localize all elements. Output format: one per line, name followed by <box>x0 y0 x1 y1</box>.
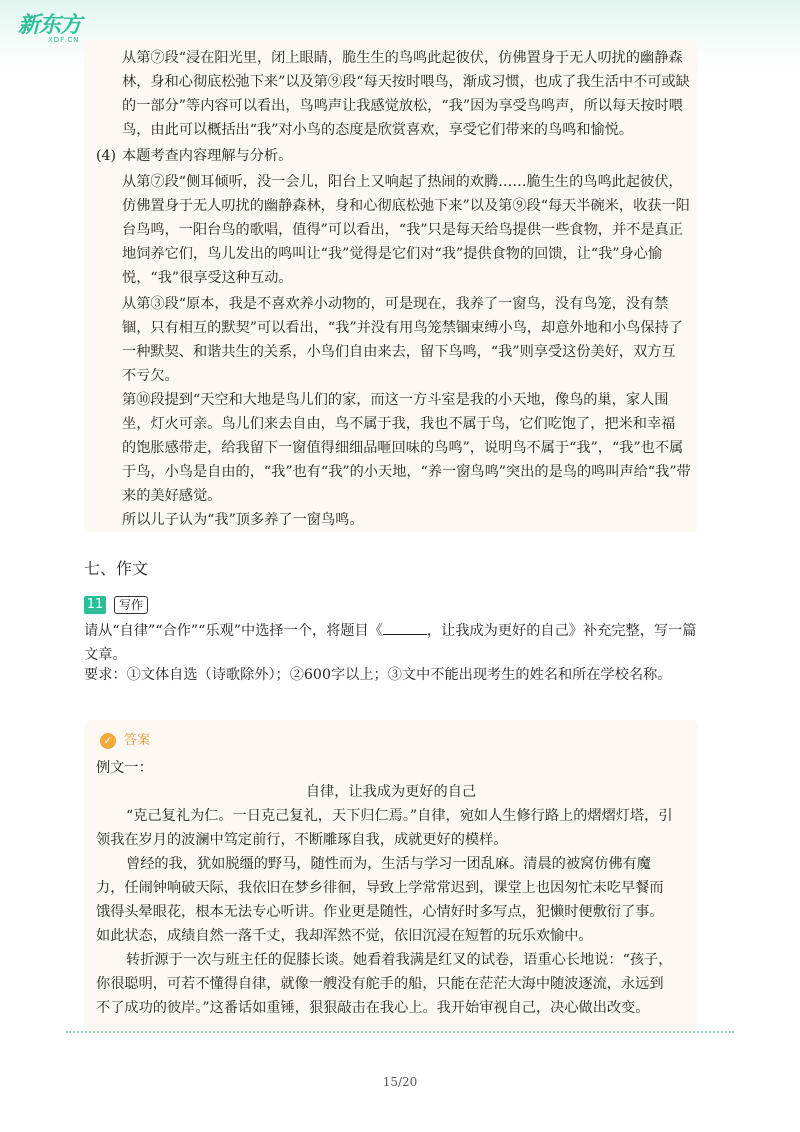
q4-para2-line: 不亏欠。 <box>122 368 179 384</box>
q4-intro: 本题考查内容理解与分析。 <box>122 148 293 164</box>
section-title: 七、作文 <box>84 559 149 578</box>
prompt-after-blank: ，让我成为更好的自己》补充完整，写一篇 <box>426 623 697 639</box>
answer-q3-line: 鸟，由此可以概括出“我”对小鸟的态度是欣赏喜欢，享受它们带来的鸟鸣和愉悦。 <box>122 122 634 138</box>
essay-line: “克己复礼为仁。一日克己复礼，天下归仁焉。”自律，宛如人生修行路上的熠熠灯塔，引 <box>126 808 673 824</box>
prompt-before-blank: 请从“自律”“合作”“乐观”中选择一个，将题目《 <box>84 623 383 639</box>
q4-para3-line: 于鸟，小鸟是自由的，“我”也有“我”的小天地，“养一窗鸟鸣”突出的是鸟的鸣叫声给“我”带 <box>122 464 691 480</box>
q4-para1-line: 地饲养它们，鸟儿发出的鸣叫让“我”觉得是它们对“我”提供食物的回馈，让“我”身心愉 <box>122 246 663 262</box>
check-badge-icon: ✓ <box>100 733 116 749</box>
essay-line: 如此状态，成绩自然一落千丈，我却浑然不觉，依旧沉浸在短暂的玩乐欢愉中。 <box>96 928 593 944</box>
essay-line: 饿得头晕眼花，根本无法专心听讲。作业更是随性，心情好时多写点，犯懒时便敷衍了事。 <box>96 904 664 920</box>
title-blank <box>383 620 427 635</box>
q4-para2-line: 一种默契、和谐共生的关系，小鸟们自由来去，留下鸟鸣，“我”则享受这份美好，双方互 <box>122 344 676 360</box>
q4-para3-line: 坐，灯火可亲。鸟儿们来去自由，鸟不属于我，我也不属于鸟，它们吃饱了，把米和幸福 <box>122 416 676 432</box>
q4-para3-line: 来的美好感觉。 <box>122 488 222 504</box>
answer-label-text: 答案 <box>124 733 151 748</box>
answer-q3-line: 从第⑦段“浸在阳光里，闭上眼睛，脆生生的鸟鸣此起彼伏，仿佛置身于无人叨扰的幽静森 <box>122 50 683 66</box>
footer-divider <box>66 1031 734 1033</box>
essay-title: 自律，让我成为更好的自己 <box>305 784 477 800</box>
essay-line: 不了成功的彼岸。”这番话如重锤，狠狠敲击在我心上。我开始审视自己，决心做出改变。 <box>96 1000 650 1016</box>
essay-line: 领我在岁月的波澜中笃定前行，不断雕琢自我，成就更好的模样。 <box>96 832 508 848</box>
q4-conclusion: 所以儿子认为“我”顶多养了一窗鸟鸣。 <box>122 512 364 528</box>
page-number: 15/20 <box>382 1075 418 1089</box>
logo-main-text: 新东方 <box>18 13 82 38</box>
essay-line: 你很聪明，可若不懂得自律，就像一艘没有舵手的船，只能在茫茫大海中随波逐流，永远到 <box>96 976 664 992</box>
question-requirements: 要求：①文体自选（诗歌除外）；②600字以上；③文中不能出现考生的姓名和所在学校名称。 <box>84 667 672 683</box>
q4-label: (4) <box>96 148 117 164</box>
essay-line: 转折源于一次与班主任的促膝长谈。她看着我满是红叉的试卷，语重心长地说：“孩子， <box>126 952 673 968</box>
question-number-badge: 11 <box>84 596 106 614</box>
example-label: 例文一： <box>96 760 153 776</box>
q4-para1-line: 仿佛置身于无人叨扰的幽静森林，身和心彻底松弛下来”以及第⑨段“每天半碗米，收获一阳 <box>122 198 690 214</box>
essay-line: 力，任闹钟响破天际，我依旧在梦乡徘徊，导致上学常常迟到，课堂上也因匆忙未吃早餐而 <box>96 880 664 896</box>
q4-para1-line: 台鸟鸣，一阳台鸟的歌唱，值得”可以看出，“我”只是每天给鸟提供一些食物，并不是真正 <box>122 222 683 238</box>
question-prompt-line2: 文章。 <box>84 647 127 663</box>
question-type-tag: 写作 <box>114 596 148 614</box>
answer-q3-line: 林，身和心彻底松弛下来”以及第⑨段“每天按时喂鸟，渐成习惯，也成了我生活中不可或缺 <box>122 74 690 90</box>
q4-para3-line: 的饱胀感带走，给我留下一窗值得细细品咂回味的鸟鸣”，说明鸟不属于“我”，“我”也不属 <box>122 440 684 456</box>
logo-sub-text: XDF.CN <box>48 36 80 44</box>
q4-para1-line: 从第⑦段“侧耳倾听，没一会儿，阳台上又响起了热闹的欢腾……脆生生的鸟鸣此起彼伏， <box>122 174 683 190</box>
q4-para1-line: 悦，“我”很享受这种互动。 <box>122 270 293 286</box>
q4-para2-line: 锢，只有相互的默契”可以看出，“我”并没有用鸟笼禁锢束缚小鸟，却意外地和小鸟保持了 <box>122 320 683 336</box>
answer-q3-line: 的一部分”等内容可以看出，鸟鸣声让我感觉放松，“我”因为享受鸟鸣声，所以每天按时喂 <box>122 98 683 114</box>
q4-para2-line: 从第③段“原本，我是不喜欢养小动物的，可是现在，我养了一窗鸟，没有鸟笼，没有禁 <box>122 296 669 312</box>
essay-line: 曾经的我，犹如脱缰的野马，随性而为，生活与学习一团乱麻。清晨的被窝仿佛有魔 <box>126 856 651 872</box>
question-prompt-line <box>84 620 696 642</box>
q4-para3-line: 第⑩段提到“天空和大地是鸟儿们的家，而这一方斗室是我的小天地，像鸟的巢，家人围 <box>122 392 669 408</box>
